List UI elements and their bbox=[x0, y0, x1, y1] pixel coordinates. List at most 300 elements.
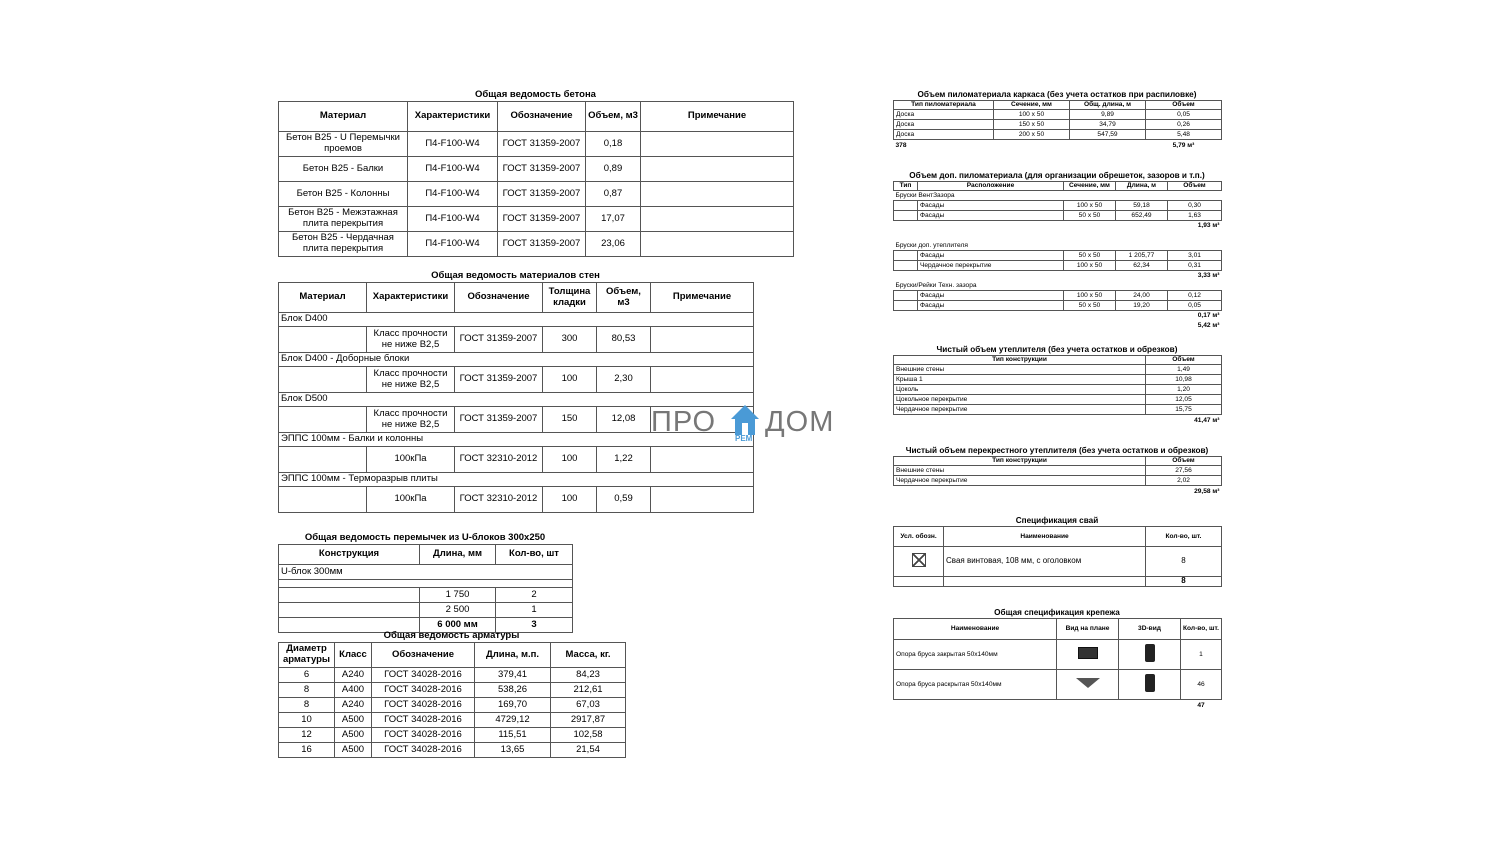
cell bbox=[994, 140, 1070, 151]
cell: Бетон В25 - Межэтажная плита перекрытия bbox=[279, 207, 408, 232]
cell bbox=[944, 577, 1146, 587]
col-header: Общ. длина, м bbox=[1070, 101, 1146, 110]
cell: 24,00 bbox=[1116, 291, 1168, 301]
fasteners-title: Общая спецификация крепежа bbox=[994, 608, 1120, 617]
fasteners-schedule bbox=[893, 607, 1221, 711]
piles-schedule bbox=[893, 515, 1221, 587]
footer-total: 5,79 м³ bbox=[1172, 141, 1195, 149]
cell: Класс прочности не ниже B2,5 bbox=[367, 407, 455, 433]
cell: 6 000 мм bbox=[420, 618, 496, 633]
cell: A500 bbox=[335, 743, 372, 758]
cell: Класс прочности не ниже B2,5 bbox=[367, 367, 455, 393]
col-header: Сечение, мм bbox=[1064, 182, 1116, 191]
total: 29,58 м³ bbox=[1194, 487, 1220, 495]
col-header: Материал bbox=[279, 102, 408, 132]
cell: 10,98 bbox=[1146, 375, 1222, 385]
cell: 200 x 50 bbox=[994, 130, 1070, 140]
col-header: Масса, кг. bbox=[551, 643, 626, 668]
cell: Чердачное перекрытие bbox=[894, 476, 1146, 486]
table-row bbox=[279, 132, 794, 157]
cross-insulation-schedule bbox=[893, 445, 1221, 497]
table-row bbox=[894, 251, 1222, 261]
walls-table bbox=[278, 282, 754, 513]
total: 47 bbox=[1197, 701, 1205, 709]
table-row bbox=[894, 261, 1222, 271]
cell: ГОСТ 31359-2007 bbox=[455, 407, 543, 433]
table-row bbox=[279, 157, 794, 182]
group-row: Бруски ВентЗазора bbox=[895, 191, 955, 199]
cell: 379,41 bbox=[475, 668, 551, 683]
col-header: Объем bbox=[1146, 356, 1222, 365]
cell: ГОСТ 31359-2007 bbox=[455, 327, 543, 353]
cell: 102,58 bbox=[551, 728, 626, 743]
cell: 100 bbox=[543, 447, 597, 473]
table-row bbox=[894, 670, 1222, 700]
cell: Доска bbox=[894, 130, 994, 140]
col-header: Объем, м3 bbox=[597, 283, 651, 313]
cell bbox=[279, 447, 367, 473]
table-row bbox=[894, 291, 1222, 301]
cell: A240 bbox=[335, 698, 372, 713]
cell: 46 bbox=[1181, 670, 1222, 700]
col-header: Материал bbox=[279, 283, 367, 313]
total: 8 bbox=[1146, 577, 1222, 587]
col-header: Конструкция bbox=[279, 545, 420, 565]
plan-view-icon bbox=[1078, 647, 1098, 659]
cell: Внешние стены bbox=[894, 466, 1146, 476]
cell: A500 bbox=[335, 713, 372, 728]
cell: 115,51 bbox=[475, 728, 551, 743]
cell bbox=[279, 603, 420, 618]
table-row bbox=[279, 698, 626, 713]
cell bbox=[1070, 140, 1146, 151]
logo-text-left: ПРО bbox=[651, 406, 717, 438]
cell: A500 bbox=[335, 728, 372, 743]
cell: 0,18 bbox=[586, 132, 641, 157]
lintels-title: Общая ведомость перемычек из U-блоков 300х250 bbox=[304, 532, 546, 543]
col-header: Кол-во, шт. bbox=[1181, 619, 1222, 640]
plan-view-icon bbox=[1076, 678, 1100, 688]
cell: 3 bbox=[496, 618, 573, 633]
cell: Крыша 1 bbox=[894, 375, 1146, 385]
extra-lumber-schedule bbox=[893, 170, 1221, 331]
cell: 100 x 50 bbox=[1064, 201, 1116, 211]
cell bbox=[894, 211, 918, 221]
3d-view-icon bbox=[1145, 644, 1155, 662]
cell: 19,20 bbox=[1116, 301, 1168, 311]
col-header: Кол-во, шт bbox=[496, 545, 573, 565]
col-header: Расположение bbox=[918, 182, 1064, 191]
cell: 0,05 bbox=[1146, 110, 1222, 120]
group-row: Бруски/Рейки Техн. зазора bbox=[895, 281, 977, 289]
cell bbox=[894, 251, 918, 261]
table-row bbox=[279, 728, 626, 743]
cross-insulation-title: Чистый объем перекрестного утеплителя (без учета остатков и обрезков) bbox=[905, 446, 1209, 455]
cell: ГОСТ 31359-2007 bbox=[498, 182, 586, 207]
table-row bbox=[279, 743, 626, 758]
col-header: Тип конструкции bbox=[894, 457, 1146, 466]
cell: 6 bbox=[279, 668, 335, 683]
table-row bbox=[894, 365, 1222, 375]
cell: Бетон В25 - Колонны bbox=[279, 182, 408, 207]
spacer-row bbox=[894, 231, 1222, 241]
cell: ГОСТ 31359-2007 bbox=[455, 367, 543, 393]
group-row: ЭППС 100мм - Терморазрыв плиты bbox=[279, 473, 754, 487]
cross-insulation-table bbox=[893, 456, 1222, 497]
table-row bbox=[894, 201, 1222, 211]
cell: 2,02 bbox=[1146, 476, 1222, 486]
cell: 12,08 bbox=[597, 407, 651, 433]
frame-lumber-table bbox=[893, 100, 1222, 151]
col-header: Обозначение bbox=[372, 643, 475, 668]
col-header: Объем bbox=[1146, 101, 1222, 110]
cell: 547,59 bbox=[1070, 130, 1146, 140]
table-row bbox=[279, 182, 794, 207]
cell: ГОСТ 31359-2007 bbox=[498, 157, 586, 182]
cell bbox=[279, 367, 367, 393]
cell: 2917,87 bbox=[551, 713, 626, 728]
cell: ГОСТ 32310-2012 bbox=[455, 487, 543, 513]
cell: 538,26 bbox=[475, 683, 551, 698]
col-header: Тип конструкции bbox=[894, 356, 1146, 365]
group-row: Блок D500 bbox=[279, 393, 754, 407]
table-row bbox=[894, 301, 1222, 311]
cell: 8 bbox=[279, 698, 335, 713]
cell: 212,61 bbox=[551, 683, 626, 698]
col-header: Вид на плане bbox=[1057, 619, 1119, 640]
cell bbox=[894, 301, 918, 311]
cell: 150 x 50 bbox=[994, 120, 1070, 130]
cell bbox=[279, 327, 367, 353]
cell bbox=[894, 577, 944, 587]
col-header: Кол-во, шт. bbox=[1146, 527, 1222, 547]
cell: Опора бруса закрытая 50х140мм bbox=[894, 640, 1057, 670]
cell bbox=[651, 367, 754, 393]
cell: A240 bbox=[335, 668, 372, 683]
insulation-title: Чистый объем утеплителя (без учета остатков и обрезков) bbox=[936, 345, 1178, 354]
cell: Доска bbox=[894, 120, 994, 130]
concrete-schedule bbox=[278, 89, 793, 257]
cell bbox=[1057, 700, 1119, 711]
cell bbox=[651, 487, 754, 513]
cell: Бетон В25 - Чердачная плита перекрытия bbox=[279, 232, 408, 257]
cell: 150 bbox=[543, 407, 597, 433]
table-row bbox=[894, 375, 1222, 385]
col-header: Примечание bbox=[651, 283, 754, 313]
grand-total: 5,42 м³ bbox=[1197, 321, 1220, 329]
cell: 100 bbox=[543, 367, 597, 393]
cell: Фасады bbox=[918, 251, 1064, 261]
logo-text-small: РЕМ bbox=[735, 434, 753, 443]
col-header: 3D-вид bbox=[1119, 619, 1181, 640]
col-header: Длина, мм bbox=[420, 545, 496, 565]
table-row bbox=[279, 367, 754, 393]
table-row bbox=[894, 130, 1222, 140]
col-header: Объем bbox=[1168, 182, 1222, 191]
cell: 0,87 bbox=[586, 182, 641, 207]
cell bbox=[1057, 670, 1119, 700]
cell: Доска bbox=[894, 110, 994, 120]
spacer-row bbox=[279, 580, 573, 588]
table-row bbox=[279, 603, 573, 618]
cell: П4-F100-W4 bbox=[408, 132, 498, 157]
col-header: Тип bbox=[894, 182, 918, 191]
frame-lumber-title: Объем пиломатериала каркаса (без учета остатков при распиловке) bbox=[917, 90, 1197, 99]
table-row bbox=[894, 405, 1222, 415]
cell: Опора бруса раскрытая 50х140мм bbox=[894, 670, 1057, 700]
col-header: Характеристики bbox=[367, 283, 455, 313]
cell: 4729,12 bbox=[475, 713, 551, 728]
cell: 3,01 bbox=[1168, 251, 1222, 261]
cell: 1 bbox=[496, 603, 573, 618]
cell: ГОСТ 31359-2007 bbox=[498, 207, 586, 232]
cell: 2,30 bbox=[597, 367, 651, 393]
cell bbox=[279, 588, 420, 603]
group-row: U-блок 300мм bbox=[279, 565, 573, 580]
cell: 100 bbox=[543, 487, 597, 513]
cell: ГОСТ 34028-2016 bbox=[372, 728, 475, 743]
cell bbox=[641, 157, 794, 182]
cell: 1 bbox=[1181, 640, 1222, 670]
insulation-schedule bbox=[893, 344, 1221, 426]
cell: ГОСТ 32310-2012 bbox=[455, 447, 543, 473]
table-row bbox=[279, 327, 754, 353]
table-row bbox=[894, 120, 1222, 130]
cell: 100 x 50 bbox=[1064, 261, 1116, 271]
cell: 0,12 bbox=[1168, 291, 1222, 301]
col-header: Объем bbox=[1146, 457, 1222, 466]
table-row bbox=[279, 487, 754, 513]
cell: 100кПа bbox=[367, 447, 455, 473]
cell: 2 bbox=[496, 588, 573, 603]
cell: Цоколь bbox=[894, 385, 1146, 395]
cell: 23,06 bbox=[586, 232, 641, 257]
col-header: Обозначение bbox=[498, 102, 586, 132]
cell: 2 500 bbox=[420, 603, 496, 618]
cell: 34,79 bbox=[1070, 120, 1146, 130]
cell: 50 x 50 bbox=[1064, 211, 1116, 221]
cell: 15,75 bbox=[1146, 405, 1222, 415]
subtotal: 3,33 м³ bbox=[1197, 272, 1220, 280]
cell bbox=[894, 547, 944, 577]
table-row bbox=[279, 447, 754, 473]
table-row bbox=[894, 385, 1222, 395]
cell bbox=[651, 327, 754, 353]
piles-title: Спецификация свай bbox=[1015, 516, 1099, 525]
table-row bbox=[894, 395, 1222, 405]
lintels-schedule bbox=[278, 532, 572, 633]
cell: Класс прочности не ниже B2,5 bbox=[367, 327, 455, 353]
cell bbox=[641, 232, 794, 257]
cell bbox=[1119, 640, 1181, 670]
cell: 1,20 bbox=[1146, 385, 1222, 395]
table-row bbox=[279, 668, 626, 683]
table-row bbox=[279, 713, 626, 728]
col-header: Сечение, мм bbox=[994, 101, 1070, 110]
subtotal: 0,17 м³ bbox=[1197, 312, 1220, 320]
col-header: Толщина кладки bbox=[543, 283, 597, 313]
cell: 50 x 50 bbox=[1064, 301, 1116, 311]
cell: 0,30 bbox=[1168, 201, 1222, 211]
cell: Свая винтовая, 108 мм, с оголовком bbox=[944, 547, 1146, 577]
cell bbox=[641, 132, 794, 157]
cell: Фасады bbox=[918, 211, 1064, 221]
cell: ГОСТ 34028-2016 bbox=[372, 698, 475, 713]
cell: 84,23 bbox=[551, 668, 626, 683]
cell bbox=[894, 291, 918, 301]
cell: Чердачное перекрытие bbox=[894, 405, 1146, 415]
cell bbox=[641, 207, 794, 232]
cell: 0,26 bbox=[1146, 120, 1222, 130]
col-header: Длина, м bbox=[1116, 182, 1168, 191]
cell: 27,56 bbox=[1146, 466, 1222, 476]
table-row bbox=[279, 683, 626, 698]
3d-view-icon bbox=[1145, 674, 1155, 692]
rebar-schedule bbox=[278, 630, 625, 758]
table-row bbox=[279, 588, 573, 603]
walls-schedule bbox=[278, 270, 753, 513]
cell: П4-F100-W4 bbox=[408, 157, 498, 182]
cell: 1,22 bbox=[597, 447, 651, 473]
col-header: Характеристики bbox=[408, 102, 498, 132]
extra-lumber-table bbox=[893, 181, 1222, 331]
cell: 8 bbox=[1146, 547, 1222, 577]
table-row bbox=[894, 640, 1222, 670]
cell: ГОСТ 34028-2016 bbox=[372, 683, 475, 698]
cell: 16 bbox=[279, 743, 335, 758]
cell bbox=[894, 700, 1057, 711]
table-row bbox=[279, 207, 794, 232]
cell bbox=[279, 407, 367, 433]
cell: A400 bbox=[335, 683, 372, 698]
cell: 100кПа bbox=[367, 487, 455, 513]
cell: 62,34 bbox=[1116, 261, 1168, 271]
cell: 0,59 bbox=[597, 487, 651, 513]
col-header: Примечание bbox=[641, 102, 794, 132]
table-row bbox=[279, 232, 794, 257]
group-row: Бруски доп. утеплителя bbox=[895, 241, 968, 249]
cell: 10 bbox=[279, 713, 335, 728]
cell: ГОСТ 34028-2016 bbox=[372, 743, 475, 758]
rebar-table bbox=[278, 642, 626, 758]
subtotal: 1,93 м³ bbox=[1197, 222, 1220, 230]
cell: ГОСТ 31359-2007 bbox=[498, 132, 586, 157]
col-header: Тип пиломатериала bbox=[894, 101, 994, 110]
cell bbox=[641, 182, 794, 207]
cell bbox=[1119, 670, 1181, 700]
cell bbox=[1057, 640, 1119, 670]
walls-title: Общая ведомость материалов стен bbox=[431, 270, 600, 281]
cell: 80,53 bbox=[597, 327, 651, 353]
table-row bbox=[894, 466, 1222, 476]
col-header: Класс bbox=[335, 643, 372, 668]
fasteners-table bbox=[893, 618, 1222, 711]
rebar-title: Общая ведомость арматуры bbox=[383, 630, 520, 641]
group-row: ЭППС 100мм - Балки и колонны bbox=[279, 433, 754, 447]
cell bbox=[1119, 700, 1181, 711]
cell: Чердачное перекрытие bbox=[918, 261, 1064, 271]
cell: Фасады bbox=[918, 301, 1064, 311]
total: 41,47 м³ bbox=[1194, 416, 1220, 424]
cell: 0,31 bbox=[1168, 261, 1222, 271]
pile-symbol-icon bbox=[912, 553, 926, 567]
cell: 300 bbox=[543, 327, 597, 353]
cell: 5,48 bbox=[1146, 130, 1222, 140]
cell: 1 750 bbox=[420, 588, 496, 603]
cell: П4-F100-W4 bbox=[408, 207, 498, 232]
col-header: Обозначение bbox=[455, 283, 543, 313]
cell bbox=[894, 261, 918, 271]
table-row bbox=[894, 476, 1222, 486]
footer-count: 378 bbox=[895, 141, 907, 149]
cell: 100 x 50 bbox=[1064, 291, 1116, 301]
cell: ГОСТ 34028-2016 bbox=[372, 668, 475, 683]
cell: 0,89 bbox=[586, 157, 641, 182]
cell: П4-F100-W4 bbox=[408, 182, 498, 207]
cell: 12 bbox=[279, 728, 335, 743]
concrete-table bbox=[278, 101, 794, 257]
cell: 12,05 bbox=[1146, 395, 1222, 405]
col-header: Объем, м3 bbox=[586, 102, 641, 132]
col-header: Усл. обозн. bbox=[894, 527, 944, 547]
cell: 17,07 bbox=[586, 207, 641, 232]
cell: 1,49 bbox=[1146, 365, 1222, 375]
cell: 9,89 bbox=[1070, 110, 1146, 120]
cell bbox=[894, 201, 918, 211]
cell: Фасады bbox=[918, 201, 1064, 211]
table-row bbox=[894, 211, 1222, 221]
col-header: Диаметр арматуры bbox=[279, 643, 335, 668]
concrete-title: Общая ведомость бетона bbox=[475, 89, 596, 100]
extra-lumber-title: Объем доп. пиломатериала (для организации обрешеток, зазоров и т.п.) bbox=[909, 171, 1205, 180]
table-row bbox=[894, 110, 1222, 120]
col-header: Длина, м.п. bbox=[475, 643, 551, 668]
cell: ГОСТ 34028-2016 bbox=[372, 713, 475, 728]
cell: 13,65 bbox=[475, 743, 551, 758]
brand-logo bbox=[651, 403, 851, 445]
cell: 50 x 50 bbox=[1064, 251, 1116, 261]
cell: 67,03 bbox=[551, 698, 626, 713]
cell bbox=[279, 487, 367, 513]
insulation-table bbox=[893, 355, 1222, 426]
cell bbox=[651, 447, 754, 473]
cell: 0,05 bbox=[1168, 301, 1222, 311]
cell: Бетон В25 - U Перемычки проемов bbox=[279, 132, 408, 157]
col-header: Наименование bbox=[894, 619, 1057, 640]
cell: 100 x 50 bbox=[994, 110, 1070, 120]
cell: П4-F100-W4 bbox=[408, 232, 498, 257]
cell: Внешние стены bbox=[894, 365, 1146, 375]
cell: 1 205,77 bbox=[1116, 251, 1168, 261]
cell: 8 bbox=[279, 683, 335, 698]
cell: 59,18 bbox=[1116, 201, 1168, 211]
cell: ГОСТ 31359-2007 bbox=[498, 232, 586, 257]
cell: Фасады bbox=[918, 291, 1064, 301]
cell: 652,49 bbox=[1116, 211, 1168, 221]
cell: 1,63 bbox=[1168, 211, 1222, 221]
cell: Цокольное перекрытие bbox=[894, 395, 1146, 405]
group-row: Блок D400 - Доборные блоки bbox=[279, 353, 754, 367]
group-row: Блок D400 bbox=[279, 313, 754, 327]
table-row bbox=[894, 547, 1222, 577]
cell: 21,54 bbox=[551, 743, 626, 758]
frame-lumber-schedule bbox=[893, 89, 1221, 151]
piles-table bbox=[893, 526, 1222, 587]
logo-text-right: ДОМ bbox=[765, 406, 835, 438]
lintels-table bbox=[278, 544, 573, 633]
cell: 169,70 bbox=[475, 698, 551, 713]
col-header: Наименование bbox=[944, 527, 1146, 547]
